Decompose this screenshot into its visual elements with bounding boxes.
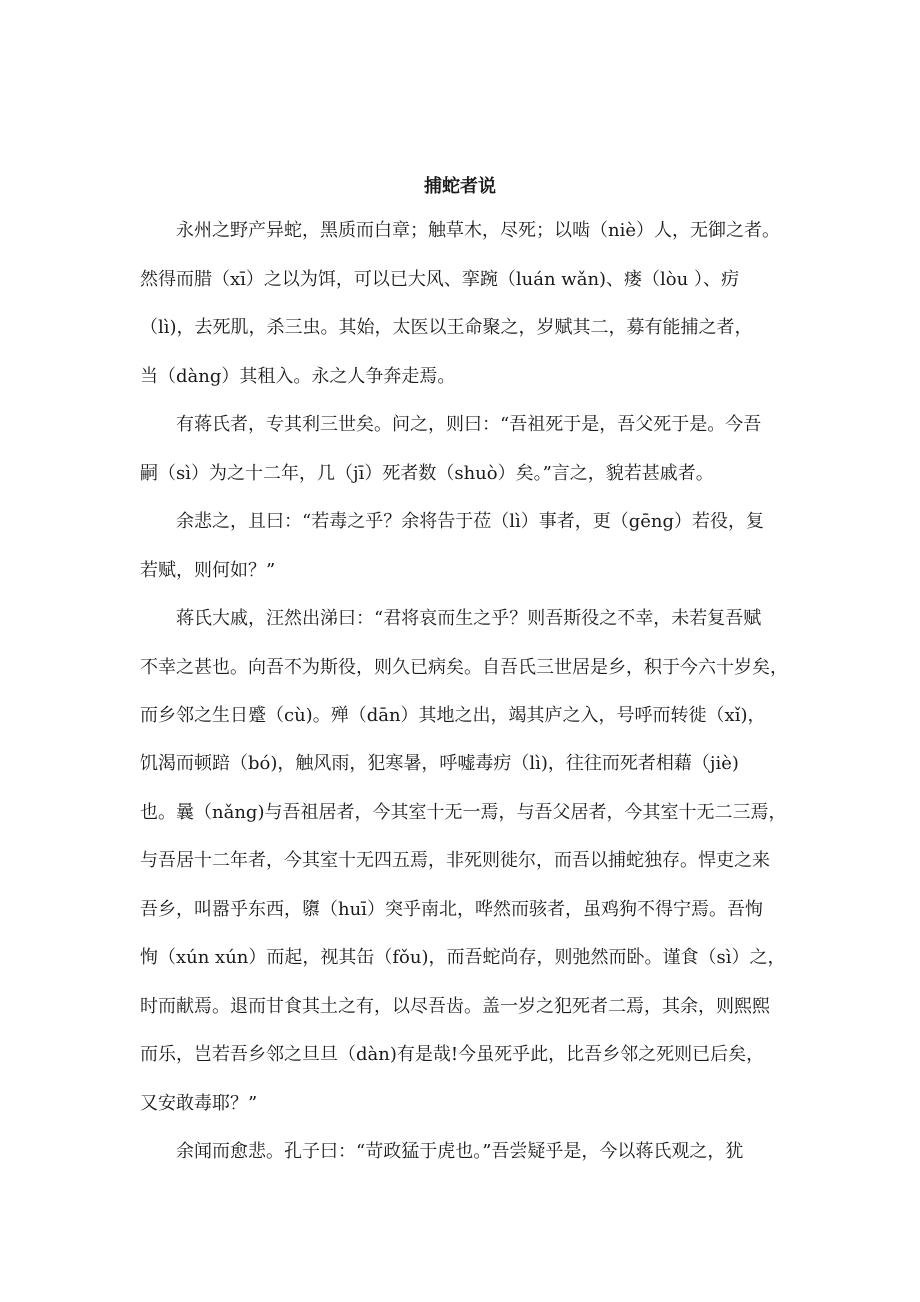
text-line: 饥渴而顿踣（bó)，触风雨，犯寒暑，呼嘘毒疠（lì)，往往而死者相藉（jiè) bbox=[140, 753, 739, 774]
text-line: （lì)，去死肌，杀三虫。其始，太医以王命聚之，岁赋其二，募有能捕之者， bbox=[140, 317, 753, 338]
text-line: 不幸之甚也。向吾不为斯役，则久已病矣。自吾氏三世居是乡，积于今六十岁矣， bbox=[140, 657, 788, 678]
text-line: 而乡邻之生日蹙（cù)。殚（dān）其地之出，竭其庐之入，号呼而转徙（xǐ)， bbox=[140, 705, 766, 726]
text-line: 余悲之，且曰：“若毒之乎？余将告于莅（lì）事者，更（gēng）若役，复 bbox=[176, 511, 765, 532]
text-line: 蒋氏大戚，汪然出涕曰：“君将哀而生之乎？则吾斯役之不幸，未若复吾赋 bbox=[176, 608, 762, 629]
text-line: 若赋，则何如？” bbox=[140, 560, 276, 581]
text-line: 余闻而愈悲。孔子曰：“苛政猛于虎也。”吾尝疑乎是，今以蒋氏观之，犹 bbox=[176, 1141, 744, 1162]
text-line: 时而献焉。退而甘食其土之有，以尽吾齿。盖一岁之犯死者二焉，其余，则熙熙 bbox=[140, 996, 770, 1017]
text-line: 吾乡，叫嚣乎东西，隳（huī）突乎南北，哗然而骇者，虽鸡狗不得宁焉。吾恂 bbox=[140, 899, 763, 920]
text-line: 然得而腊（xī）之以为饵，可以已大风、挛踠（luán wǎn)、瘘（lòu ）、疠 bbox=[140, 269, 739, 290]
text-line: 与吾居十二年者，今其室十无四五焉，非死则徙尔，而吾以捕蛇独存。悍吏之来 bbox=[140, 850, 770, 871]
text-line: 嗣（sì）为之十二年，几（jī）死者数（shuò）矣。”言之，貌若甚戚者。 bbox=[140, 463, 714, 484]
text-line: 当（dàng）其租入。永之人争奔走焉。 bbox=[140, 366, 456, 387]
text-line: 永州之野产异蛇，黑质而白章；触草木，尽死；以啮（niè）人，无御之者。 bbox=[176, 220, 780, 241]
text-line: 有蒋氏者，专其利三世矣。问之，则曰：“吾祖死于是，吾父死于是。今吾 bbox=[176, 414, 762, 435]
document-title: 捕蛇者说 bbox=[424, 176, 496, 197]
text-line: 又安敢毒耶？” bbox=[140, 1093, 258, 1114]
text-line: 恂（xún xún）而起，视其缶（fǒu)，而吾蛇尚存，则弛然而卧。谨食（sì）之， bbox=[140, 947, 786, 968]
text-line: 也。曩（nǎng)与吾祖居者，今其室十无一焉，与吾父居者，今其室十无二三焉， bbox=[140, 802, 787, 823]
text-line: 而乐，岂若吾乡邻之旦旦（dàn)有是哉!今虽死乎此，比吾乡邻之死则已后矣， bbox=[140, 1044, 765, 1065]
